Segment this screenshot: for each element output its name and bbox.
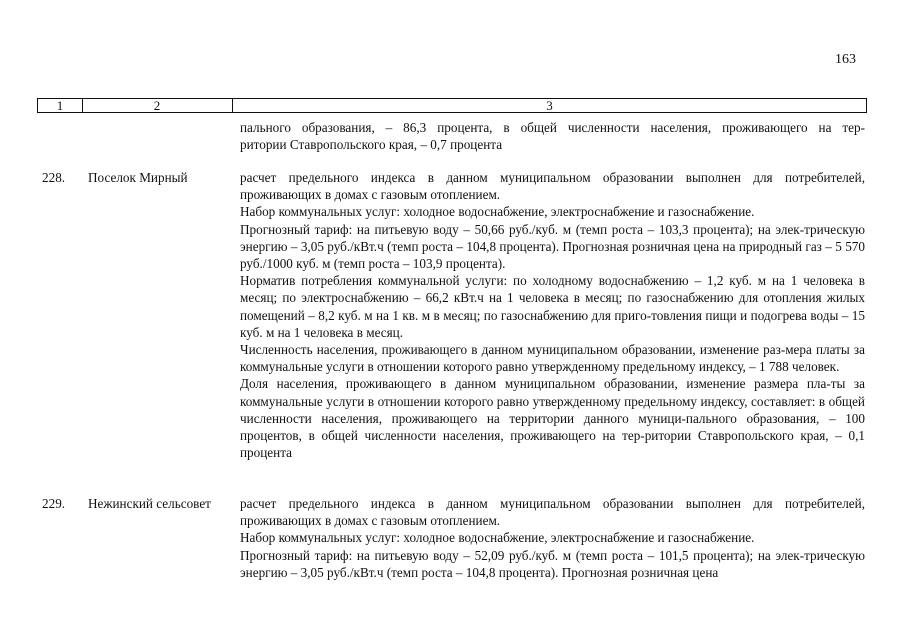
column-header-1: 1	[38, 99, 83, 112]
entry-paragraph: Прогнозный тариф: на питьевую воду – 52,09 руб./куб. м (темп роста – 101,5 процента); на элек-трическую энергию – 3,05 руб./кВт.ч (темп роста – 104,8 процента). Прогнозная розничная цена	[240, 547, 865, 580]
column-header-row	[37, 98, 867, 113]
continuation-line: ритории Ставропольского края, – 0,7 процента	[240, 137, 503, 153]
entry-paragraph: Численность населения, проживающего в данном муниципальном образовании, изменение раз-мера платы за коммунальные услуги в отношении которого равно утвержденному предельному индексу, – 1 788 человек.	[240, 342, 865, 375]
entry-paragraph: Норматив потребления коммунальной услуги: по холодному водоснабжению – 1,2 куб. м на 1 человека в месяц; по электроснабжению – 66,2 кВт.ч на 1 человека в месяц; по газоснабжению для отопления жилых помещений – 8,2 куб. м на 1 кв. м в месяц; по газоснабжению для приго-товления пищи и подогрева воды – 15 куб. м на 1 человека в месяц.	[240, 273, 865, 340]
page-number: 163	[835, 52, 856, 67]
entry-paragraph: расчет предельного индекса в данном муниципальном образовании выполнен для потребителей, проживающих в домах с газовым отоплением.	[240, 496, 865, 529]
entry-number: 229.	[42, 496, 66, 511]
entry-paragraph: Доля населения, проживающего в данном муниципальном образовании, изменение размера пла-ты за коммунальные услуги в отношении которого равно утвержденному предельному индексу, составляет: в общей численности населения, проживающего на территории данного муници-пального образования, – 100 процентов, в общей численности населения, проживающего на тер-ритории Ставропольского края, – 0,1 процента	[240, 376, 865, 461]
entry-paragraph: Прогнозный тариф: на питьевую воду – 50,66 руб./куб. м (темп роста – 103,3 процента); на элек-трическую энергию – 3,05 руб./кВт.ч (темп роста – 104,8 процента). Прогнозная розничная цена на природный газ – 5 570 руб./1000 куб. м (темп роста – 103,9 процента).	[240, 221, 865, 272]
entry-name: Нежинский сельсовет	[88, 496, 211, 511]
continuation-text	[240, 119, 865, 153]
column-header-3: 3	[546, 98, 553, 113]
entry-paragraph: расчет предельного индекса в данном муниципальном образовании выполнен для потребителей, проживающих в домах с газовым отоплением.	[240, 170, 865, 203]
continuation-line: пального образования, – 86,3 процента, в общей численности населения, проживающего на тер-	[240, 120, 865, 135]
entry-paragraph: Набор коммунальных услуг: холодное водоснабжение, электроснабжение и газоснабжение.	[240, 530, 755, 546]
column-header-2: 2	[82, 99, 233, 112]
entry-paragraph: Набор коммунальных услуг: холодное водоснабжение, электроснабжение и газоснабжение.	[240, 204, 755, 220]
entry-description	[240, 169, 865, 461]
entry-name: Поселок Мирный	[88, 170, 188, 185]
entry-number: 228.	[42, 170, 66, 185]
entry-description	[240, 495, 865, 581]
